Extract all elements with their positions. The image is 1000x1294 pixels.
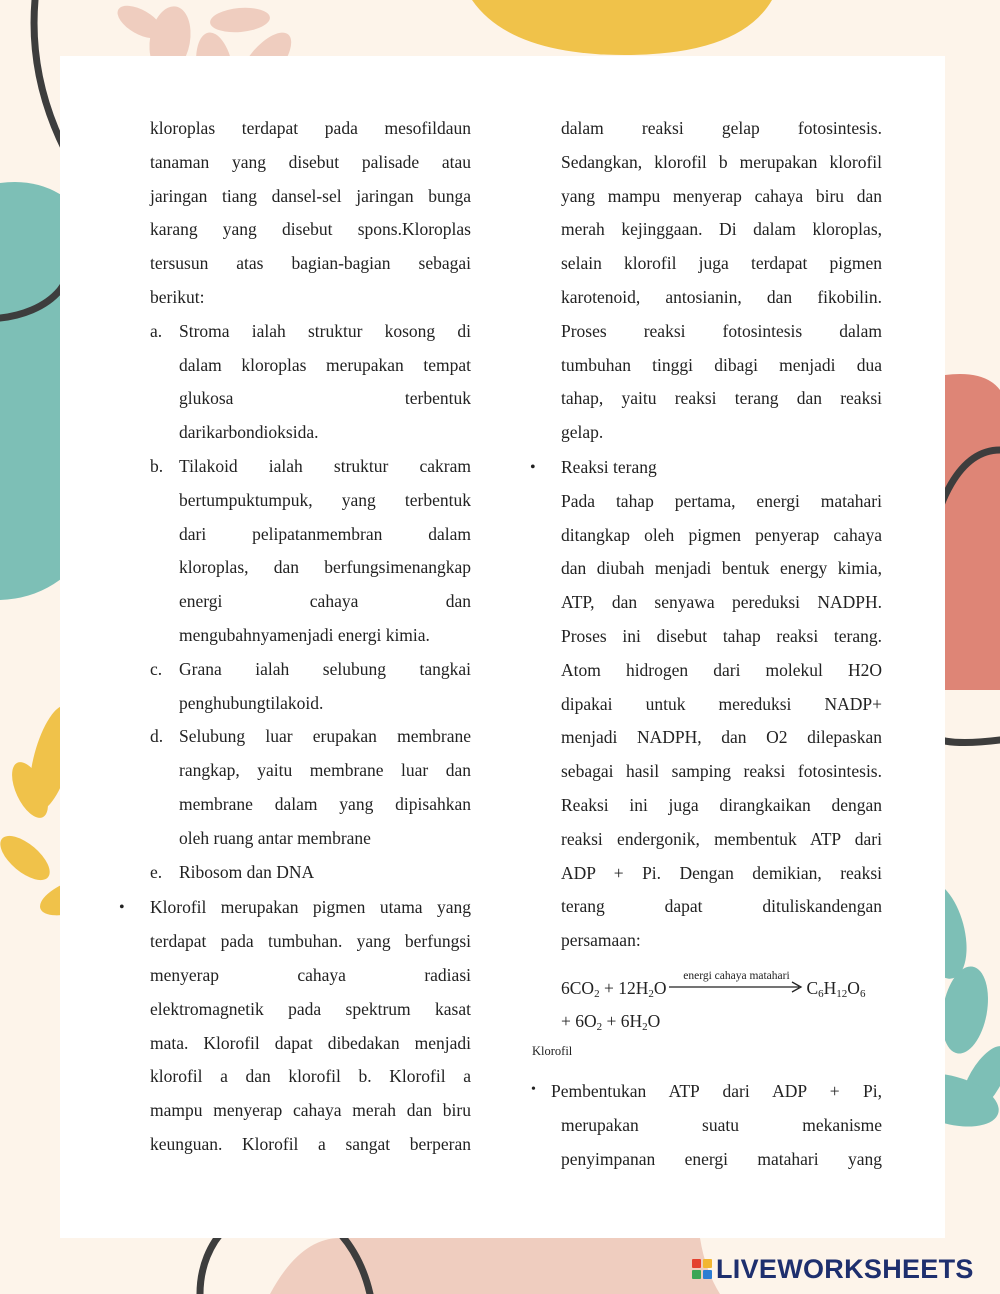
- text-line: klorofil a dan klorofil b. Klorofil a: [150, 1066, 471, 1087]
- list-marker: c.: [150, 658, 163, 679]
- salmon-shape-right: [945, 374, 1000, 690]
- pembentukan-atp-paragraph: [531, 1075, 882, 1176]
- left-column: [119, 112, 471, 1162]
- text-line: terdapat pada tumbuhan. yang berfungsi: [150, 931, 471, 952]
- intro-paragraph: [150, 112, 471, 315]
- eq-subscript: 6: [818, 987, 824, 1000]
- yellow-shape-top: [472, 0, 772, 55]
- text-line: tersusun atas bagian-bagian sebagai: [150, 253, 471, 274]
- text-line: persamaan:: [561, 930, 641, 951]
- text-line: reaksi endergonik, membentuk ATP dari: [561, 828, 882, 849]
- text-line: kloroplas, dan berfungsimenangkap: [179, 557, 471, 578]
- text-line: Ribosom dan DNA: [179, 861, 315, 882]
- bullet-icon: •: [530, 458, 536, 476]
- text-line: Klorofil merupakan pigmen utama yang: [150, 897, 471, 918]
- arrow-icon: [669, 980, 803, 994]
- eq-subscript: 2: [594, 987, 600, 1000]
- text-line: Sedangkan, klorofil b merupakan klorofil: [561, 151, 882, 172]
- text-line: gelap.: [561, 422, 604, 443]
- text-line: Selubung luar erupakan membrane: [179, 726, 471, 747]
- arrow-label: energi cahaya matahari: [683, 969, 790, 982]
- eq-term: O: [847, 977, 860, 998]
- text-line: mampu menyerap cahaya merah dan biru: [150, 1100, 471, 1121]
- text-line: kloroplas terdapat pada mesofildaun: [150, 118, 471, 138]
- logo-square: [703, 1270, 712, 1279]
- text-line: Pembentukan ATP dari ADP + Pi,: [551, 1081, 882, 1101]
- eq-term: + 6O: [561, 1010, 597, 1031]
- reaksi-terang-section: [530, 451, 882, 958]
- text-line: ditangkap oleh pigmen penyerap cahaya: [561, 524, 882, 545]
- text-line: Reaksi ini juga dirangkaikan dengan: [561, 794, 882, 815]
- text-line: Atom hidrogen dari molekul H2O: [561, 659, 882, 680]
- text-line: tahap, yaitu reaksi terang dan reaksi: [561, 388, 882, 409]
- text-line: karang yang disebut spons.Kloroplas: [150, 219, 471, 240]
- text-line: berikut:: [150, 286, 205, 307]
- text-line: bertumpuktumpuk, yang terbentuk: [179, 489, 471, 510]
- eq-subscript: 2: [596, 1020, 603, 1033]
- text-line: menyerap cahaya radiasi: [150, 964, 471, 985]
- klorofil-label: Klorofil: [532, 1044, 573, 1058]
- list-item-d: [150, 720, 471, 855]
- list-item-c: [150, 653, 471, 721]
- text-line: menjadi NADPH, dan O2 dilepaskan: [561, 727, 882, 748]
- text-line: merupakan suatu mekanisme: [561, 1114, 882, 1135]
- eq-term: O: [653, 977, 667, 998]
- section-heading: Reaksi terang: [561, 456, 657, 477]
- eq-term: H: [823, 977, 837, 998]
- text-line: Pada tahap pertama, energi matahari: [561, 490, 882, 511]
- text-line: ADP + Pi. Dengan demikian, reaksi: [561, 862, 882, 883]
- eq-subscript: 12: [836, 987, 848, 1000]
- text-line: tumbuhan tinggi dibagi menjadi dua: [561, 354, 882, 375]
- pink-shape-bottom: [270, 1238, 720, 1294]
- text-line: dalam kloroplas merupakan tempat: [179, 354, 471, 375]
- text-line: yang mampu menyerap cahaya biru dan: [561, 185, 882, 206]
- text-line: membrane dalam yang dipisahkan: [179, 793, 471, 814]
- bullet-icon: •: [531, 1082, 536, 1097]
- liveworksheets-logo[interactable]: [692, 1254, 974, 1284]
- eq-subscript: 2: [642, 1020, 648, 1033]
- logo-square: [692, 1259, 701, 1268]
- eq-term: 6CO: [561, 977, 595, 998]
- text-line: Stroma ialah struktur kosong di: [179, 320, 471, 341]
- text-line: dalam reaksi gelap fotosintesis.: [561, 118, 882, 138]
- text-line: ATP, dan senyawa pereduksi NADPH.: [561, 592, 882, 613]
- text-line: Tilakoid ialah struktur cakram: [179, 455, 471, 476]
- list-item-e: [150, 856, 471, 890]
- list-marker: d.: [150, 726, 164, 747]
- text-line: elektromagnetik pada spektrum kasat: [150, 998, 471, 1019]
- list-item-b: [150, 450, 471, 653]
- text-line: penyimpanan energi matahari yang: [561, 1148, 882, 1169]
- eq-term: C: [806, 977, 819, 998]
- text-line: selain klorofil juga terdapat pigmen: [561, 253, 882, 274]
- equation-line-2: [561, 1005, 882, 1038]
- eq-term: 12H: [618, 977, 649, 998]
- text-line: Proses ini disebut tahap reaksi terang.: [561, 625, 882, 646]
- list-marker: a.: [150, 320, 163, 341]
- text-line: jaringan tiang dansel-sel jaringan bunga: [150, 185, 471, 206]
- text-line: rangkap, yaitu membrane luar dan: [179, 760, 471, 781]
- text-line: oleh ruang antar membrane: [179, 827, 371, 848]
- text-line: merah kejinggaan. Di dalam kloroplas,: [561, 219, 882, 240]
- text-line: Proses reaksi fotosintesis dalam: [561, 320, 882, 341]
- logo-square: [692, 1270, 701, 1279]
- text-line: mata. Klorofil dapat dibedakan menjadi: [150, 1032, 471, 1053]
- klorofil-paragraph: [119, 891, 471, 1161]
- text-line: karotenoid, antosianin, dan fikobilin.: [561, 286, 882, 307]
- text-line: dari pelipatanmembran dalam: [179, 523, 471, 544]
- right-column: [530, 112, 882, 1038]
- text-line: mengubahnyamenjadi energi kimia.: [179, 624, 430, 645]
- text-line: Grana ialah selubung tangkai: [179, 658, 471, 679]
- text-line: penghubungtilakoid.: [179, 692, 324, 713]
- text-line: darikarbondioksida.: [179, 422, 319, 443]
- reaction-arrow: [669, 969, 803, 996]
- eq-operator: +: [599, 977, 619, 998]
- list-marker: e.: [150, 861, 163, 882]
- text-line: dan diubah menjadi bentuk energy kimia,: [561, 558, 882, 579]
- text-line: sebagai hasil samping reaksi fotosintesis.: [561, 761, 882, 782]
- logo-text: LIVEWORKSHEETS: [716, 1253, 974, 1284]
- list-item-a: [150, 315, 471, 450]
- continuation-paragraph: [561, 112, 882, 450]
- text-line: energi cahaya dan: [179, 591, 471, 612]
- list-marker: b.: [150, 455, 164, 476]
- text-line: glukosa terbentuk: [179, 388, 471, 409]
- text-line: dipakai untuk mereduksi NADP+: [561, 693, 882, 714]
- photosynthesis-equation: [561, 969, 882, 1038]
- text-line: terang dapat dituliskandengan: [561, 896, 882, 917]
- equation-line-1: [561, 969, 882, 1005]
- eq-term: O: [647, 1010, 661, 1031]
- bullet-icon: •: [119, 899, 125, 917]
- text-line: keunguan. Klorofil a sangat berperan: [150, 1133, 471, 1154]
- eq-subscript: 2: [648, 987, 654, 1000]
- logo-square: [703, 1259, 712, 1268]
- text-line: tanaman yang disebut palisade atau: [150, 151, 471, 172]
- eq-term: + 6H: [602, 1010, 643, 1031]
- eq-subscript: 6: [859, 987, 866, 1000]
- logo-mark-icon: [692, 1259, 712, 1279]
